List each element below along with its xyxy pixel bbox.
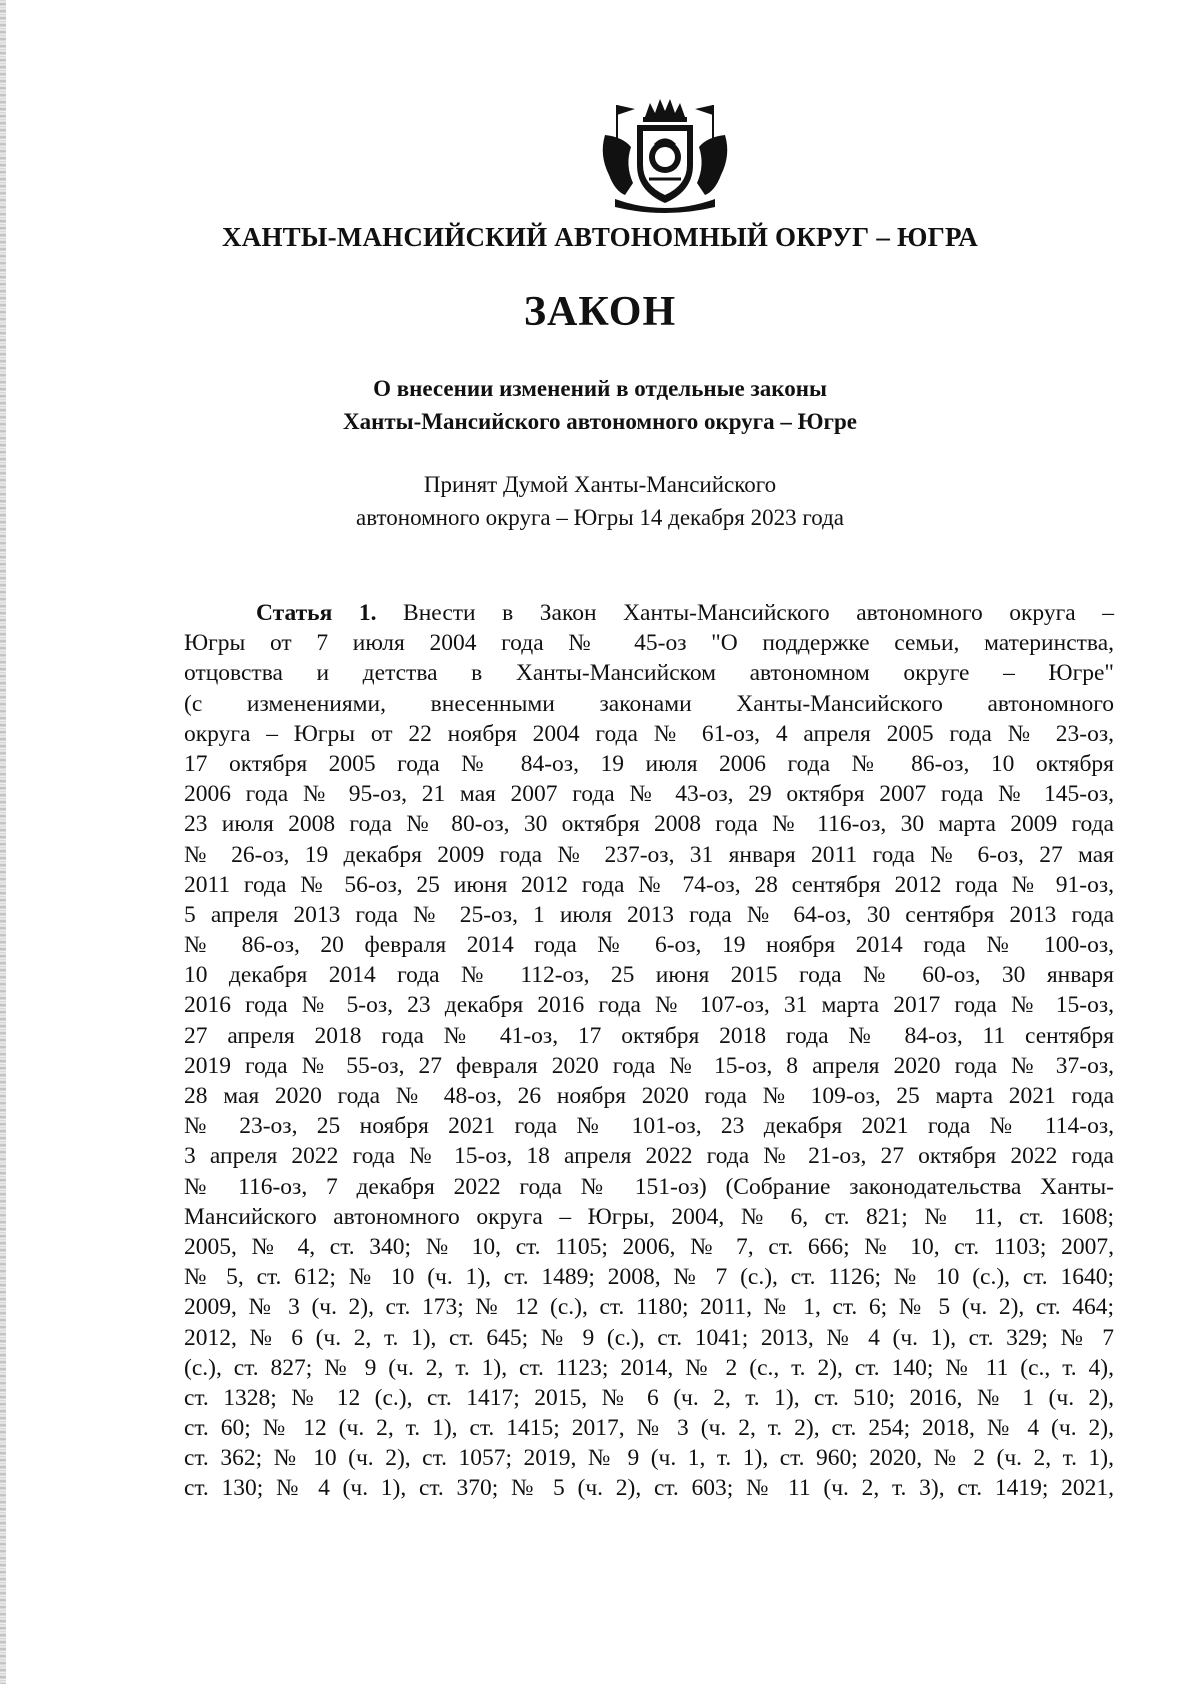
text-line: 10 декабря 2014 года № 112-оз, 25 июня 2015 года № 60-оз, 30 января bbox=[184, 962, 1114, 989]
adoption-note-line-2: автономного округа – Югры 14 декабря 2023 года bbox=[356, 505, 844, 530]
adoption-note-line-1: Принят Думой Ханты-Мансийского bbox=[423, 472, 777, 497]
article-1-first-line-text: Внести в Закон Ханты-Мансийского автономного округа – bbox=[376, 600, 1114, 626]
text-line: 23 июля 2008 года № 80-оз, 30 октября 2008 года № 116-оз, 30 марта 2009 года bbox=[184, 811, 1114, 838]
text-line: 2005, № 4, ст. 340; № 10, ст. 1105; 2006, № 7, ст. 666; № 10, ст. 1103; 2007, bbox=[184, 1233, 1114, 1260]
adoption-note bbox=[0, 468, 1200, 534]
text-line: 5 апреля 2013 года № 25-оз, 1 июля 2013 года № 64-оз, 30 сентября 2013 года bbox=[184, 901, 1114, 928]
text-line: № 23-оз, 25 ноября 2021 года № 101-оз, 23 декабря 2021 года № 114-оз, bbox=[184, 1113, 1114, 1140]
text-line: № 116-оз, 7 декабря 2022 года № 151-оз) (Собрание законодательства Ханты- bbox=[184, 1173, 1114, 1200]
law-title-line-1: О внесении изменений в отдельные законы bbox=[373, 376, 827, 401]
text-line: 2006 года № 95-оз, 21 мая 2007 года № 43-оз, 29 октября 2007 года № 145-оз, bbox=[184, 781, 1114, 808]
text-line: № 26-оз, 19 декабря 2009 года № 237-оз, 31 января 2011 года № 6-оз, 27 мая bbox=[184, 841, 1114, 868]
text-line: 2019 года № 55-оз, 27 февраля 2020 года № 15-оз, 8 апреля 2020 года № 37-оз, bbox=[184, 1052, 1114, 1079]
text-line: (с.), ст. 827; № 9 (ч. 2, т. 1), ст. 1123; 2014, № 2 (с., т. 2), ст. 140; № 11 (с., т. 4), bbox=[184, 1354, 1114, 1381]
text-line: № 5, ст. 612; № 10 (ч. 1), ст. 1489; 2008, № 7 (с.), ст. 1126; № 10 (с.), ст. 1640; bbox=[184, 1264, 1114, 1291]
text-line: Югры от 7 июля 2004 года № 45-оз "О поддержке семьи, материнства, bbox=[184, 630, 1114, 657]
region-name: ХАНТЫ-МАНСИЙСКИЙ АВТОНОМНЫЙ ОКРУГ – ЮГРА bbox=[222, 222, 978, 252]
law-title-line-2: Ханты-Мансийского автономного округа – Югре bbox=[343, 409, 857, 434]
text-line: 2011 года № 56-оз, 25 июня 2012 года № 74-оз, 28 сентября 2012 года № 91-оз, bbox=[184, 871, 1114, 898]
text-line: 2012, № 6 (ч. 2, т. 1), ст. 645; № 9 (с.), ст. 1041; 2013, № 4 (ч. 1), ст. 329; № 7 bbox=[184, 1324, 1114, 1351]
text-line: 2009, № 3 (ч. 2), ст. 173; № 12 (с.), ст. 1180; 2011, № 1, ст. 6; № 5 (ч. 2), ст. 464; bbox=[184, 1294, 1114, 1321]
text-line: ст. 130; № 4 (ч. 1), ст. 370; № 5 (ч. 2), ст. 603; № 11 (ч. 2, т. 3), ст. 1419; 2021, bbox=[184, 1475, 1114, 1502]
text-line: 17 октября 2005 года № 84-оз, 19 июля 2006 года № 86-оз, 10 октября bbox=[184, 750, 1114, 777]
text-line: 28 мая 2020 года № 48-оз, 26 ноября 2020 года № 109-оз, 25 марта 2021 года bbox=[184, 1083, 1114, 1109]
text-line: ст. 1328; № 12 (с.), ст. 1417; 2015, № 6 (ч. 2, т. 1), ст. 510; 2016, № 1 (ч. 2), bbox=[184, 1384, 1114, 1411]
text-line: 3 апреля 2022 года № 15-оз, 18 апреля 2022 года № 21-оз, 27 октября 2022 года bbox=[184, 1143, 1114, 1170]
article-1-label: Статья 1. bbox=[256, 600, 377, 626]
text-line: Мансийского автономного округа – Югры, 2004, № 6, ст. 821; № 11, ст. 1608; bbox=[184, 1203, 1114, 1230]
text-line: № 86-оз, 20 февраля 2014 года № 6-оз, 19 ноября 2014 года № 100-оз, bbox=[184, 932, 1114, 959]
text-line: 2016 года № 5-оз, 23 декабря 2016 года № 107-оз, 31 марта 2017 года № 15-оз, bbox=[184, 992, 1114, 1019]
emblem-icon bbox=[595, 95, 735, 215]
article-1-text bbox=[184, 598, 1114, 1504]
text-line: 27 апреля 2018 года № 41-оз, 17 октября 2018 года № 84-оз, 11 сентября bbox=[184, 1022, 1114, 1049]
text-line: округа – Югры от 22 ноября 2004 года № 61-оз, 4 апреля 2005 года № 23-оз, bbox=[184, 720, 1114, 747]
document-type: ЗАКОН bbox=[523, 289, 677, 335]
law-title bbox=[0, 372, 1200, 438]
text-line: ст. 60; № 12 (ч. 2, т. 1), ст. 1415; 2017, № 3 (ч. 2, т. 2), ст. 254; 2018, № 4 (ч. 2), bbox=[184, 1415, 1114, 1442]
coat-of-arms-emblem bbox=[595, 95, 735, 215]
text-line: (с изменениями, внесенными законами Ханты-Мансийского автономного bbox=[184, 690, 1114, 717]
text-line: отцовства и детства в Ханты-Мансийском автономном округе – Югре" bbox=[184, 660, 1114, 687]
article-1-first-line bbox=[184, 598, 1114, 628]
text-line: ст. 362; № 10 (ч. 2), ст. 1057; 2019, № 9 (ч. 1, т. 1), ст. 960; 2020, № 2 (ч. 2, т. 1), bbox=[184, 1445, 1114, 1472]
